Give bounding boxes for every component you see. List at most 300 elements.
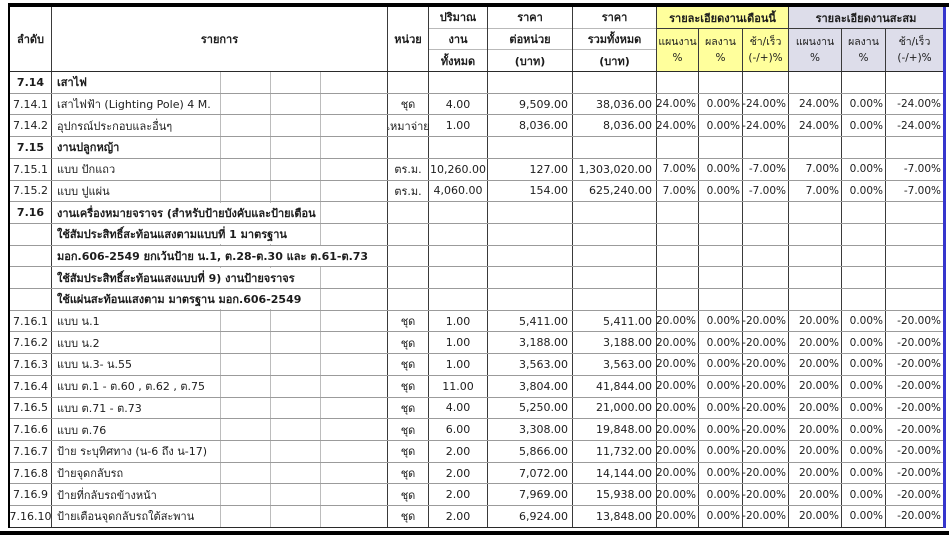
- cell-qty: 4.00: [429, 94, 488, 115]
- cell-month-actual: 0.00%: [699, 376, 743, 397]
- cell-cumulative-plan: 24.00%: [789, 94, 842, 115]
- column-divider: [320, 311, 321, 332]
- cell-cumulative-actual: 0.00%: [842, 332, 886, 353]
- cell-unit: ชุด: [388, 441, 429, 462]
- column-divider: [320, 94, 321, 115]
- cell-cumulative-plan: 20.00%: [789, 506, 842, 527]
- column-divider: [270, 376, 271, 397]
- cell-unit: ชุด: [388, 398, 429, 419]
- header-cumulative-actual: ผลงาน %: [842, 29, 886, 71]
- cell-cumulative-diff: -20.00%: [897, 445, 941, 458]
- column-divider: [270, 137, 271, 158]
- cell-unit: [388, 289, 429, 310]
- column-divider: [320, 137, 321, 158]
- cell-cumulative-plan: 24.00%: [789, 115, 842, 136]
- cell-month-diff: -20.00%: [743, 441, 789, 462]
- cell-month-diff: -7.00%: [743, 181, 789, 202]
- cell-item-text: งานเครื่องหมายจราจร (สำหรับป้ายบังคับและป้ายเตือน: [52, 203, 319, 223]
- cell-item-text: แบบ ปูแผ่น: [52, 181, 113, 201]
- column-divider: [320, 202, 321, 223]
- column-divider: [270, 159, 271, 180]
- cell-unit-price: 5,866.00: [488, 441, 573, 462]
- header-qty-line3: ทั้งหมด: [440, 54, 476, 68]
- cell-unit-price: 8,036.00: [488, 115, 573, 136]
- cell-unit: ตร.ม.: [388, 159, 429, 180]
- column-divider: [270, 441, 271, 462]
- column-divider: [220, 72, 221, 93]
- cell-cumulative-plan: [789, 267, 842, 288]
- table-row: [10, 289, 943, 311]
- cell-no: 7.16.9: [10, 484, 52, 505]
- header-unit-price: [488, 7, 573, 71]
- column-divider: [220, 419, 221, 440]
- cell-month-diff: [743, 202, 789, 223]
- cell-cumulative-plan: 20.00%: [789, 332, 842, 353]
- table-row: [10, 246, 943, 268]
- cell-no: 7.14: [10, 72, 52, 93]
- cell-qty: [429, 267, 488, 288]
- cell-no: 7.14.1: [10, 94, 52, 115]
- cell-total-price: 15,938.00: [573, 484, 657, 505]
- cell-month-actual: 0.00%: [699, 115, 743, 136]
- cell-unit-price: 3,308.00: [488, 419, 573, 440]
- cell-unit: ชุด: [388, 94, 429, 115]
- cell-month-diff: -20.00%: [743, 354, 789, 375]
- cell-no: 7.16.1: [10, 311, 52, 332]
- cell-item-text: มอก.606-2549 ยกเว้นป้าย น.1, ต.28-ต.30 และ ต.61-ต.73: [52, 246, 371, 266]
- header-unit: หน่วย: [388, 7, 429, 71]
- table-row: [10, 441, 943, 463]
- cell-cumulative-actual: 0.00%: [842, 398, 886, 419]
- cell-cumulative-plan: [789, 72, 842, 93]
- cell-month-plan: 7.00%: [657, 159, 699, 180]
- table-row: [10, 398, 943, 420]
- cell-cumulative-plan: 20.00%: [789, 484, 842, 505]
- cell-total-price: 3,563.00: [573, 354, 657, 375]
- cell-item: [52, 224, 388, 245]
- cell-month-plan: 20.00%: [657, 506, 699, 527]
- cell-cumulative-diff: -24.00%: [897, 98, 941, 111]
- column-divider: [320, 267, 321, 288]
- header-cumulative-subcols: [789, 29, 943, 71]
- table-row: [10, 376, 943, 398]
- table-row: [10, 267, 943, 289]
- cell-total-price: [573, 224, 657, 245]
- cell-qty: 2.00: [429, 441, 488, 462]
- cell-month-diff: -20.00%: [743, 484, 789, 505]
- cell-item-text: แบบ น.2: [52, 333, 103, 353]
- cell-unit: ชุด: [388, 332, 429, 353]
- cell-cumulative-actual: 0.00%: [842, 115, 886, 136]
- cell-cumulative-actual: 0.00%: [842, 311, 886, 332]
- column-divider: [320, 72, 321, 93]
- cell-no: 7.16.7: [10, 441, 52, 462]
- cell-unit-price: [488, 137, 573, 158]
- column-divider: [270, 311, 271, 332]
- cell-item: [52, 441, 388, 462]
- cell-item: [52, 115, 388, 136]
- cell-cumulative-diff: [886, 224, 943, 245]
- cell-unit: ชุด: [388, 484, 429, 505]
- cell-cumulative-actual: [842, 137, 886, 158]
- column-divider: [220, 463, 221, 484]
- cell-no: [10, 224, 52, 245]
- column-divider: [220, 484, 221, 505]
- column-divider: [220, 115, 221, 136]
- cell-item-text: ป้ายเตือนจุดกลับรถใต้สะพาน: [52, 506, 197, 526]
- cell-unit: ชุด: [388, 463, 429, 484]
- cell-month-actual: 0.00%: [699, 159, 743, 180]
- cell-unit: เหมาจ่าย: [388, 115, 429, 136]
- cell-total-price: 625,240.00: [573, 181, 657, 202]
- column-divider: [320, 159, 321, 180]
- cell-cumulative-plan: 20.00%: [789, 311, 842, 332]
- cell-cumulative-actual: [842, 72, 886, 93]
- cell-qty: 1.00: [429, 311, 488, 332]
- cell-item-text: แบบ ปักแถว: [52, 159, 118, 179]
- cell-month-actual: [699, 246, 743, 267]
- cell-qty: 10,260.00: [429, 159, 488, 180]
- cell-qty: 2.00: [429, 506, 488, 527]
- header-unit-price-line1: ราคา: [488, 7, 572, 29]
- cell-month-plan: 24.00%: [657, 115, 699, 136]
- cell-unit-price: 5,250.00: [488, 398, 573, 419]
- cell-month-diff: -7.00%: [743, 159, 789, 180]
- cell-month-diff: -20.00%: [743, 463, 789, 484]
- cell-month-plan: 20.00%: [657, 398, 699, 419]
- column-divider: [270, 484, 271, 505]
- column-divider: [320, 289, 321, 310]
- cell-month-plan: [657, 267, 699, 288]
- header-cumulative-title: รายละเอียดงานสะสม: [789, 7, 943, 29]
- cell-item: [52, 354, 388, 375]
- header-no: ลำดับ: [10, 7, 52, 71]
- cell-no: 7.15.1: [10, 159, 52, 180]
- cell-unit: ชุด: [388, 419, 429, 440]
- cell-item-text: งานปลูกหญ้า: [52, 137, 122, 157]
- cell-cumulative-actual: 0.00%: [842, 181, 886, 202]
- cell-month-actual: [699, 224, 743, 245]
- cell-cumulative-actual: 0.00%: [842, 159, 886, 180]
- cell-month-plan: 20.00%: [657, 484, 699, 505]
- header-qty-line1: ปริมาณ: [429, 7, 487, 29]
- cell-total-price: 5,411.00: [573, 311, 657, 332]
- cell-item: [52, 311, 388, 332]
- table-row: [10, 419, 943, 441]
- cell-cumulative-diff: [886, 72, 943, 93]
- cell-qty: 4.00: [429, 398, 488, 419]
- cell-unit-price: 5,411.00: [488, 311, 573, 332]
- column-divider: [220, 311, 221, 332]
- cell-no: 7.15: [10, 137, 52, 158]
- table-row: [10, 224, 943, 246]
- cell-cumulative-diff: [886, 267, 943, 288]
- cell-item: [52, 506, 388, 527]
- cell-unit: ชุด: [388, 506, 429, 527]
- cell-cumulative-plan: 7.00%: [789, 159, 842, 180]
- table-row: [10, 354, 943, 376]
- column-divider: [320, 484, 321, 505]
- cell-month-actual: [699, 72, 743, 93]
- cell-cumulative-diff: -20.00%: [897, 423, 941, 436]
- cell-cumulative-plan: [789, 202, 842, 223]
- cell-no: 7.16.2: [10, 332, 52, 353]
- cell-item: [52, 181, 388, 202]
- column-divider: [220, 398, 221, 419]
- cell-cumulative-diff: -20.00%: [897, 467, 941, 479]
- column-divider: [220, 354, 221, 375]
- header-month-plan: แผนงาน %: [657, 29, 699, 71]
- cell-no: 7.16.5: [10, 398, 52, 419]
- header-cumulative-plan: แผนงาน %: [789, 29, 842, 71]
- cell-qty: 1.00: [429, 354, 488, 375]
- table-row: [10, 484, 943, 506]
- cell-unit: [388, 224, 429, 245]
- cell-month-actual: [699, 267, 743, 288]
- cell-month-diff: [743, 224, 789, 245]
- cell-total-price: 41,844.00: [573, 376, 657, 397]
- cell-cumulative-plan: 20.00%: [789, 419, 842, 440]
- column-divider: [320, 354, 321, 375]
- cell-month-plan: 20.00%: [657, 463, 699, 484]
- header-month-title: รายละเอียดงานเดือนนี้: [657, 7, 788, 29]
- cell-item-text: ใช้สัมประสิทธิ์สะท้อนแสงตามแบบที่ 1 มาตรฐาน: [52, 224, 290, 244]
- header-qty-line2: งาน: [429, 29, 487, 51]
- cell-qty: 1.00: [429, 332, 488, 353]
- cell-month-plan: [657, 72, 699, 93]
- cell-month-diff: [743, 72, 789, 93]
- column-divider: [270, 181, 271, 202]
- cell-month-plan: 20.00%: [657, 311, 699, 332]
- cell-total-price: 13,848.00: [573, 506, 657, 527]
- column-divider: [220, 506, 221, 527]
- cell-cumulative-actual: 0.00%: [842, 419, 886, 440]
- column-divider: [220, 137, 221, 158]
- table-body: [10, 72, 943, 528]
- cell-item-text: แบบ น.1: [52, 311, 103, 331]
- cell-qty: [429, 137, 488, 158]
- cell-cumulative-actual: [842, 289, 886, 310]
- column-divider: [320, 463, 321, 484]
- cell-no: 7.16.8: [10, 463, 52, 484]
- cell-no: [10, 267, 52, 288]
- cell-qty: [429, 289, 488, 310]
- cell-cumulative-actual: 0.00%: [842, 354, 886, 375]
- column-divider: [270, 398, 271, 419]
- cell-total-price: 11,732.00: [573, 441, 657, 462]
- cell-month-plan: 20.00%: [657, 332, 699, 353]
- cell-cumulative-actual: 0.00%: [842, 94, 886, 115]
- cell-unit-price: 127.00: [488, 159, 573, 180]
- cell-item-text: เสาไฟ: [52, 72, 90, 92]
- cell-cumulative-diff: -20.00%: [897, 401, 941, 414]
- cell-total-price: [573, 137, 657, 158]
- cell-month-actual: 0.00%: [699, 506, 743, 527]
- header-qty: [429, 7, 488, 71]
- cell-month-actual: 0.00%: [699, 94, 743, 115]
- cell-unit: [388, 267, 429, 288]
- table-header-row: [10, 7, 943, 72]
- cell-unit-price: 3,188.00: [488, 332, 573, 353]
- cell-month-actual: [699, 289, 743, 310]
- cell-cumulative-actual: 0.00%: [842, 441, 886, 462]
- cell-month-actual: 0.00%: [699, 484, 743, 505]
- header-item: รายการ: [52, 7, 388, 71]
- cell-month-diff: [743, 267, 789, 288]
- cell-item: [52, 484, 388, 505]
- table-row: [10, 137, 943, 159]
- cell-cumulative-plan: 20.00%: [789, 398, 842, 419]
- column-divider: [270, 419, 271, 440]
- table-row: [10, 332, 943, 354]
- header-total-price-line1: ราคา: [573, 7, 656, 29]
- cell-qty: 11.00: [429, 376, 488, 397]
- cell-cumulative-actual: [842, 267, 886, 288]
- table-bottom-border: [0, 531, 949, 535]
- cell-month-plan: 20.00%: [657, 354, 699, 375]
- cell-no: 7.16: [10, 202, 52, 223]
- cell-item-text: ป้ายจุดกลับรถ: [52, 463, 126, 483]
- cell-cumulative-actual: [842, 246, 886, 267]
- cell-cumulative-diff: [886, 289, 943, 310]
- cell-unit: ชุด: [388, 376, 429, 397]
- cell-no: 7.16.3: [10, 354, 52, 375]
- cell-unit-price: [488, 224, 573, 245]
- cell-cumulative-plan: 20.00%: [789, 376, 842, 397]
- cell-month-diff: -24.00%: [743, 115, 789, 136]
- table-row: [10, 115, 943, 137]
- cell-qty: [429, 224, 488, 245]
- cell-month-plan: [657, 289, 699, 310]
- column-divider: [320, 376, 321, 397]
- cell-total-price: [573, 202, 657, 223]
- cell-month-plan: [657, 202, 699, 223]
- cell-item-text: อุปกรณ์ประกอบและอื่นๆ: [52, 116, 175, 136]
- table-row: [10, 506, 943, 528]
- cell-month-plan: [657, 246, 699, 267]
- cell-month-diff: -20.00%: [743, 398, 789, 419]
- column-divider: [270, 94, 271, 115]
- table-row: [10, 159, 943, 181]
- cell-no: 7.16.6: [10, 419, 52, 440]
- column-divider: [270, 332, 271, 353]
- cell-month-plan: [657, 137, 699, 158]
- cell-unit-price: 7,072.00: [488, 463, 573, 484]
- header-total-price: [573, 7, 657, 71]
- cell-unit: ชุด: [388, 311, 429, 332]
- cell-item: [52, 419, 388, 440]
- column-divider: [320, 224, 321, 245]
- cell-month-plan: [657, 224, 699, 245]
- cell-cumulative-plan: 20.00%: [789, 354, 842, 375]
- cell-month-plan: 24.00%: [657, 94, 699, 115]
- cell-unit: [388, 72, 429, 93]
- column-divider: [320, 441, 321, 462]
- cell-total-price: 19,848.00: [573, 419, 657, 440]
- cell-item: [52, 72, 388, 93]
- cell-unit-price: 3,563.00: [488, 354, 573, 375]
- cell-no: 7.16.4: [10, 376, 52, 397]
- table-row: [10, 94, 943, 116]
- cell-item: [52, 246, 388, 267]
- cell-cumulative-plan: [789, 246, 842, 267]
- cell-unit: ชุด: [388, 354, 429, 375]
- cell-cumulative-actual: [842, 202, 886, 223]
- cell-total-price: [573, 246, 657, 267]
- cell-cumulative-plan: 7.00%: [789, 181, 842, 202]
- cell-unit: [388, 137, 429, 158]
- cell-no: [10, 246, 52, 267]
- cell-no: [10, 289, 52, 310]
- cell-item-text: เสาไฟฟ้า (Lighting Pole) 4 M.: [52, 94, 214, 114]
- table-row: [10, 311, 943, 333]
- column-divider: [220, 181, 221, 202]
- cell-unit-price: [488, 289, 573, 310]
- header-total-price-line3: (บาท): [599, 54, 630, 68]
- cell-month-actual: 0.00%: [699, 463, 743, 484]
- cell-cumulative-plan: 20.00%: [789, 463, 842, 484]
- cell-month-diff: -20.00%: [743, 311, 789, 332]
- cell-unit-price: [488, 246, 573, 267]
- cell-total-price: 8,036.00: [573, 115, 657, 136]
- column-divider: [270, 463, 271, 484]
- cell-cumulative-diff: -20.00%: [897, 336, 941, 349]
- cell-cumulative-diff: -20.00%: [897, 488, 941, 501]
- cell-cumulative-plan: 20.00%: [789, 441, 842, 462]
- cell-unit-price: 6,924.00: [488, 506, 573, 527]
- cell-month-actual: 0.00%: [699, 332, 743, 353]
- cell-unit-price: [488, 72, 573, 93]
- cell-qty: 1.00: [429, 115, 488, 136]
- cell-cumulative-actual: [842, 224, 886, 245]
- cell-qty: [429, 246, 488, 267]
- column-divider: [320, 115, 321, 136]
- cell-total-price: 3,188.00: [573, 332, 657, 353]
- cell-total-price: 14,144.00: [573, 463, 657, 484]
- cell-total-price: 1,303,020.00: [573, 159, 657, 180]
- cell-item-text: ใช้สัมประสิทธิ์สะท้อนแสงแบบที่ 9) งานป้ายจราจร: [52, 268, 298, 288]
- cell-unit: ตร.ม.: [388, 181, 429, 202]
- cell-item-text: ป้ายที่กลับรถข้างหน้า: [52, 485, 160, 505]
- header-cumulative-diff: ช้า/เร็ว (-/+)%: [897, 35, 932, 64]
- cell-item: [52, 463, 388, 484]
- cell-cumulative-plan: [789, 224, 842, 245]
- cell-item-text: แบบ น.3- น.55: [52, 354, 135, 374]
- boq-table: [8, 7, 946, 528]
- cell-item: [52, 137, 388, 158]
- cell-month-diff: -20.00%: [743, 419, 789, 440]
- cell-qty: 2.00: [429, 463, 488, 484]
- cell-qty: [429, 202, 488, 223]
- cell-month-actual: [699, 137, 743, 158]
- cell-unit-price: 154.00: [488, 181, 573, 202]
- column-divider: [220, 159, 221, 180]
- cell-item: [52, 398, 388, 419]
- cell-total-price: [573, 267, 657, 288]
- cell-cumulative-diff: -20.00%: [897, 358, 941, 371]
- column-divider: [270, 354, 271, 375]
- cell-cumulative-diff: -20.00%: [897, 380, 941, 393]
- cell-item: [52, 94, 388, 115]
- header-group-cumulative: [789, 7, 943, 71]
- header-unit-price-line2: ต่อหน่วย: [488, 29, 572, 51]
- column-divider: [320, 506, 321, 527]
- column-divider: [220, 376, 221, 397]
- column-divider: [320, 181, 321, 202]
- cell-unit-price: [488, 202, 573, 223]
- cell-item: [52, 267, 388, 288]
- cell-cumulative-plan: [789, 289, 842, 310]
